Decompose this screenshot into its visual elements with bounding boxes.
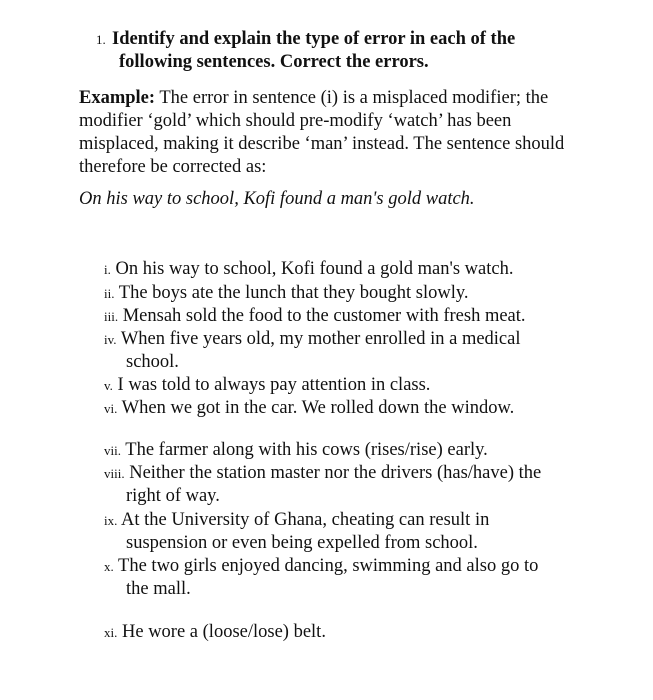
corrected-sentence: On his way to school, Kofi found a man's gold watch. — [79, 189, 475, 209]
item-text: Neither the station master nor the drivers (has/have) the — [129, 463, 542, 483]
list-item — [104, 462, 584, 508]
list-item — [104, 282, 584, 305]
item-number: v. — [104, 378, 113, 393]
item-continuation: the mall. — [126, 579, 191, 599]
item-text: When we got in the car. We rolled down the window. — [121, 398, 515, 418]
item-text: When five years old, my mother enrolled in a medical — [120, 329, 521, 349]
question-line-2: following sentences. Correct the errors. — [119, 52, 429, 72]
item-text: The boys ate the lunch that they bought slowly. — [118, 283, 469, 303]
question-number: 1. — [96, 32, 106, 47]
example-label: Example: — [79, 88, 156, 108]
example-text: The error in sentence (i) is a misplaced modifier; the modifier ‘gold’ which should pre-modify ‘watch’ has been misplaced, making it describe ‘man’ instead. The sentence should therefore be corrected as: — [79, 88, 565, 177]
list-item — [104, 258, 584, 281]
item-number: ix. — [104, 513, 118, 528]
question-line-1: Identify and explain the type of error in each of the — [112, 29, 516, 49]
question-heading — [96, 28, 616, 74]
item-number: xi. — [104, 625, 118, 640]
item-number: iv. — [104, 332, 117, 347]
list-item — [104, 397, 584, 420]
item-continuation: right of way. — [126, 486, 220, 506]
item-number: i. — [104, 262, 111, 277]
item-text: I was told to always pay attention in class. — [117, 375, 431, 395]
list-item — [104, 305, 584, 328]
item-continuation: suspension or even being expelled from school. — [126, 533, 478, 553]
item-text: The farmer along with his cows (rises/rise) early. — [125, 440, 488, 460]
item-text: He wore a (loose/lose) belt. — [122, 622, 326, 642]
example-paragraph — [79, 87, 579, 179]
item-number: vii. — [104, 443, 121, 458]
item-number: vi. — [104, 401, 118, 416]
item-number: viii. — [104, 466, 125, 481]
item-text: On his way to school, Kofi found a gold man's watch. — [115, 259, 514, 279]
item-number: ii. — [104, 286, 115, 301]
list-item — [104, 509, 584, 555]
item-continuation: school. — [126, 352, 179, 372]
item-number: x. — [104, 559, 114, 574]
list-item — [104, 621, 584, 644]
item-text: The two girls enjoyed dancing, swimming and also go to — [118, 556, 539, 576]
list-item — [104, 328, 584, 374]
list-item — [104, 439, 584, 462]
list-item — [104, 374, 584, 397]
item-number: iii. — [104, 309, 119, 324]
item-text: At the University of Ghana, cheating can result in — [120, 510, 490, 530]
item-text: Mensah sold the food to the customer with fresh meat. — [122, 306, 526, 326]
list-item — [104, 555, 584, 601]
